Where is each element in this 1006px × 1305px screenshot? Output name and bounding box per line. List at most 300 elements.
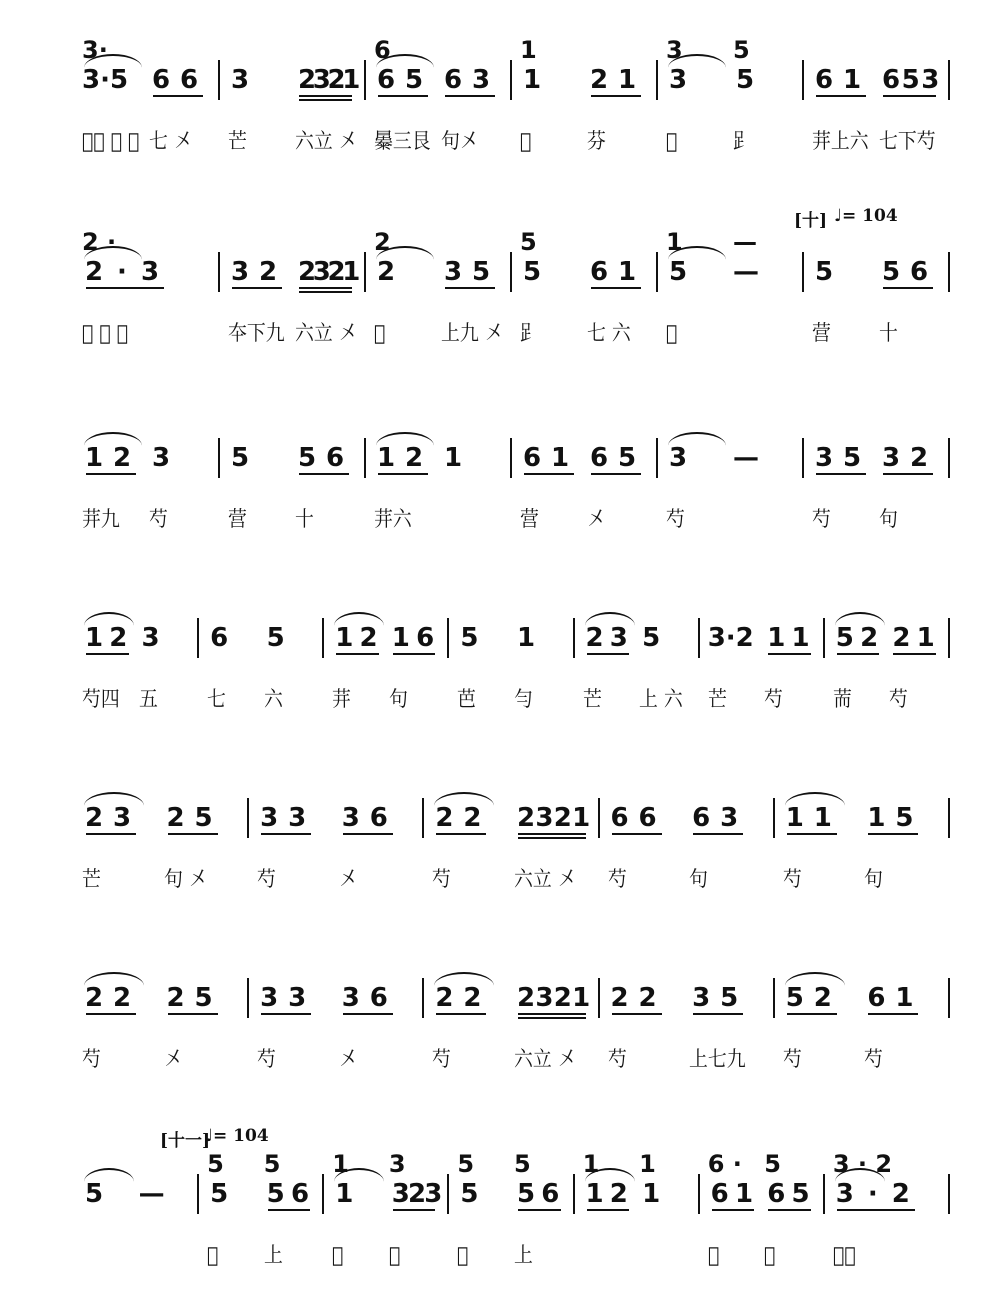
jianpu-note: 5 (460, 1179, 479, 1209)
tablature-glyph: 芍 (149, 507, 168, 531)
jianpu-note: 3 (312, 65, 331, 95)
tablature-glyph: 茾六 (374, 507, 412, 531)
jianpu-note: 5 (230, 443, 250, 473)
score-system (0, 778, 1006, 953)
beam-underline (445, 95, 495, 97)
jianpu-note: 5 (194, 983, 213, 1013)
jianpu-note: · (867, 1179, 878, 1209)
jianpu-note: 6 (522, 443, 542, 473)
jianpu-note: 1 (916, 623, 935, 653)
jianpu-note: 2 (435, 983, 454, 1013)
jianpu-note: 6 (767, 1179, 786, 1209)
jianpu-note: 1 (842, 65, 862, 95)
jianpu-note: 2 (516, 803, 536, 833)
jianpu-note: 2 (585, 623, 604, 653)
tablature-glyph: 𡆄 (457, 1243, 469, 1267)
jianpu-note: 2 (892, 623, 911, 653)
harmonic-note: 1 (666, 228, 683, 256)
jianpu-note: 1 (391, 623, 410, 653)
beam-underline (591, 287, 641, 289)
tablature-glyph: 句 (689, 867, 709, 891)
beam-underline (612, 833, 662, 835)
tablature-glyph: 芍 (782, 1047, 802, 1071)
jianpu-note: 1 (342, 65, 361, 95)
jianpu-note: 6 (179, 65, 199, 95)
tablature-glyph: 营 (228, 507, 247, 531)
jianpu-note: 5 (895, 803, 914, 833)
tablature-glyph: 七下芍 (879, 129, 936, 153)
beam-underline (837, 1209, 915, 1211)
jianpu-note: 3 (668, 65, 688, 95)
tablature-glyph: 𡆄 (374, 321, 386, 345)
beam-underline (518, 1017, 586, 1019)
jianpu-note: 6 (692, 803, 711, 833)
tablature-glyph: 句 (864, 867, 884, 891)
tablature-glyph: 六立 㐅 (514, 867, 577, 891)
beam-underline (518, 833, 586, 835)
harmonic-note: 3· (82, 36, 108, 64)
jianpu-note: 3 (341, 803, 360, 833)
tablature-glyph: 芍 (257, 867, 277, 891)
jianpu-note: 2 (404, 443, 424, 473)
score-system (0, 958, 1006, 1133)
jianpu-note: 2 (258, 257, 278, 287)
tablature-glyph: 荋 (832, 687, 852, 711)
beam-underline (587, 1209, 630, 1211)
tablature-glyph: 六立 㐅 (295, 129, 358, 153)
beam-underline (86, 833, 136, 835)
jianpu-note: 3 (835, 1179, 854, 1209)
jianpu-note: 3 (668, 443, 688, 473)
tablature-glyph: 𡆄 (666, 321, 678, 345)
harmonic-note: 3 (666, 36, 683, 64)
jianpu-note: 2 (463, 803, 482, 833)
beam-underline (787, 1013, 837, 1015)
jianpu-note: 6 (881, 65, 901, 95)
jianpu-note: 6 (710, 1179, 729, 1209)
jianpu-note: 2 (109, 623, 128, 653)
tablature-glyph: 㐅 (587, 507, 606, 531)
jianpu-note: 5 (460, 623, 479, 653)
jianpu-note: 3 (230, 65, 250, 95)
jianpu-note: 5 (814, 257, 834, 287)
jianpu-note: 5 (642, 623, 661, 653)
tablature-glyph: 芍 (782, 867, 802, 891)
jianpu-note: 5 (522, 257, 542, 287)
beam-underline (343, 1013, 393, 1015)
jianpu-note: 3 (471, 65, 491, 95)
barline (948, 618, 950, 658)
beam-underline (518, 1209, 561, 1211)
jianpu-note: 2 (112, 983, 132, 1013)
jianpu-note: 6 (589, 443, 609, 473)
beam-underline (86, 653, 129, 655)
beam-underline (436, 1013, 486, 1015)
tempo-mark: ♩= 104 (205, 1126, 269, 1146)
jianpu-note: 2 (589, 65, 609, 95)
jianpu-note: 3 (424, 1179, 443, 1209)
jianpu-note: 2 (609, 1179, 628, 1209)
tablature-glyph: 𡆄 上 七 (82, 321, 129, 345)
jianpu-note: 1 (813, 803, 832, 833)
tablature-glyph: 夲下九 (228, 321, 285, 345)
beam-underline (768, 1209, 811, 1211)
harmonic-note: 1 (332, 1150, 349, 1178)
beam-underline (868, 1013, 918, 1015)
tablature-glyph: 𡆄 (207, 1243, 219, 1267)
beam-underline (883, 287, 933, 289)
tablature-glyph: 𧾷 (733, 129, 752, 153)
jianpu-note: 2 (909, 443, 929, 473)
tablature-glyph: 芍 (257, 1047, 277, 1071)
beam-underline (591, 473, 641, 475)
tablature-glyph: 𡆄 (388, 1243, 401, 1267)
tablature-glyph: 㐅 (338, 867, 358, 891)
beam-underline (299, 99, 352, 101)
barline (948, 1174, 950, 1214)
beam-underline (518, 1013, 586, 1015)
beam-underline (883, 473, 933, 475)
tablature-glyph: 句 㐅 (163, 867, 208, 891)
beam-underline (883, 95, 936, 97)
jianpu-note: 2 (84, 983, 104, 1013)
jianpu-note: 1 (791, 623, 810, 653)
jianpu-note: 6 (151, 65, 171, 95)
beam-underline (591, 95, 641, 97)
beam-underline (343, 833, 393, 835)
section-marker: [十] (794, 211, 828, 231)
harmonic-note: 1 (582, 1150, 600, 1178)
harmonic-note: 5 (514, 1150, 531, 1178)
jianpu-note: 3 (341, 983, 360, 1013)
tablature-glyph: 营 (812, 321, 831, 345)
tablature-glyph: 十 (295, 507, 314, 531)
jianpu-note: 3 (140, 257, 160, 287)
jianpu-note: 5 (194, 803, 213, 833)
tablature-glyph: 上七九 (689, 1047, 746, 1071)
jianpu-note: 6 (369, 803, 388, 833)
jianpu-note: 5 (471, 257, 491, 287)
jianpu-note: 2 (166, 803, 185, 833)
jianpu-note: 6 (814, 65, 834, 95)
beam-underline (393, 1209, 436, 1211)
jianpu-note: 6 (369, 983, 388, 1013)
jianpu-note: 3 (535, 803, 554, 833)
jianpu-note: 2 (297, 65, 317, 95)
tablature-glyph: 句 (879, 507, 898, 531)
tablature-glyph: 句 (388, 687, 408, 711)
beam-underline (868, 833, 918, 835)
tablature-glyph: 芍 (666, 507, 685, 531)
jianpu-note: 1 (443, 443, 463, 473)
jianpu-note: · (117, 257, 127, 287)
beam-underline (816, 95, 866, 97)
harmonic-note: 3 (388, 1150, 406, 1178)
jianpu-note: 5 (617, 443, 637, 473)
beam-underline (612, 1013, 662, 1015)
jianpu-note: 2 (297, 257, 317, 287)
beam-underline (261, 833, 311, 835)
score-system (0, 206, 1006, 407)
jianpu-note: 3 (443, 257, 463, 287)
beam-underline (587, 653, 630, 655)
jianpu-note: 5 (720, 983, 739, 1013)
tablature-glyph: 七 (207, 687, 227, 711)
jianpu-note: 2 (891, 1179, 910, 1209)
tablature-glyph: 𡆄𡆄 (832, 1243, 856, 1267)
beam-underline (261, 1013, 311, 1015)
beam-underline (268, 1209, 311, 1211)
jianpu-note: 2 (813, 983, 832, 1013)
tablature-glyph: 七 㐅 (149, 129, 193, 153)
jianpu-note: 5 (404, 65, 424, 95)
harmonic-note: 5 (207, 1150, 224, 1178)
harmonic-note: — (733, 228, 757, 256)
jianpu-note: 1 (895, 983, 914, 1013)
beam-underline (712, 1209, 755, 1211)
tablature-glyph: 𡆄 (332, 1243, 344, 1267)
beam-underline (693, 833, 743, 835)
tablature-glyph: 营 (520, 507, 539, 531)
jianpu-note: 3 (112, 803, 132, 833)
jianpu-note: 1 (767, 623, 786, 653)
jianpu-note: 2 (112, 443, 132, 473)
jianpu-note: 6 (443, 65, 463, 95)
jianpu-note: 6 (638, 803, 657, 833)
jianpu-note: 6 (416, 623, 435, 653)
tablature-glyph: 芒 (707, 687, 727, 711)
jianpu-note: 1 (617, 257, 637, 287)
tablature-glyph: 芍 (812, 507, 831, 531)
jianpu-note: 3 (288, 983, 307, 1013)
jianpu-note: 3 (609, 623, 628, 653)
beam-underline (232, 287, 282, 289)
jianpu-note: 2 (166, 983, 185, 1013)
jianpu-note: 2 (553, 803, 572, 833)
tablature-glyph: 芒 (82, 867, 101, 891)
jianpu-note: 1 (522, 65, 542, 95)
jianpu-note: 3 (881, 443, 901, 473)
harmonic-note: 2 · (82, 228, 117, 256)
beam-underline (524, 473, 574, 475)
jianpu-note: 2 (610, 983, 629, 1013)
jianpu-note: 3 (230, 257, 250, 287)
jianpu-note: 2 (408, 1179, 427, 1209)
jianpu-note: 6 (290, 1179, 310, 1209)
jianpu-note: — (733, 443, 759, 473)
jianpu-note: 3 (814, 443, 834, 473)
beam-underline (518, 837, 586, 839)
jianpu-note: 1 (335, 1179, 354, 1209)
jianpu-note: 3 (260, 983, 279, 1013)
beam-underline (787, 833, 837, 835)
harmonic-note: 3 · 2 (832, 1150, 893, 1178)
jianpu-note: 5 (266, 623, 285, 653)
jianpu-note: — (733, 257, 759, 287)
tablature-glyph: 𡆄 (707, 1243, 720, 1267)
jianpu-note: 5 (668, 257, 688, 287)
jianpu-note: 3 (921, 65, 940, 95)
measure (74, 1130, 199, 1305)
tablature-glyph: 𧾷 (520, 321, 539, 345)
harmonic-note: 5 (263, 1150, 281, 1178)
jianpu-note: 6 (325, 443, 345, 473)
jianpu-note: 3 (260, 803, 279, 833)
beam-underline (393, 653, 436, 655)
jianpu-note: 3 (141, 623, 160, 653)
jianpu-note: 5 (842, 443, 862, 473)
jianpu-note: 3·5 (82, 65, 129, 95)
jianpu-note: 6 (541, 1179, 560, 1209)
harmonic-note: 5 (733, 36, 750, 64)
jianpu-note: 2 (84, 803, 104, 833)
beam-underline (86, 1013, 136, 1015)
beam-underline (893, 653, 936, 655)
harmonic-note: 1 (639, 1150, 656, 1178)
jianpu-note: — (138, 1179, 165, 1209)
beam-underline (445, 287, 495, 289)
jianpu-note: 3 (535, 983, 554, 1013)
harmonic-note: 6 · (707, 1150, 742, 1178)
jianpu-note: 2 (327, 257, 346, 287)
jianpu-note: 3 (720, 803, 739, 833)
tablature-glyph: 㬥三艮 (374, 129, 431, 153)
jianpu-note: 6 (909, 257, 929, 287)
jianpu-note: 6 (610, 803, 629, 833)
jianpu-note: 3·2 (707, 623, 754, 653)
tablature-glyph: 六立 㐅 (295, 321, 358, 345)
jianpu-note: 6 (589, 257, 609, 287)
beam-underline (768, 653, 811, 655)
jianpu-note: 1 (642, 1179, 661, 1209)
beam-underline (299, 473, 349, 475)
jianpu-note: 2 (84, 257, 104, 287)
tablature-glyph: 𡆄 (764, 1243, 776, 1267)
jianpu-note: 2 (435, 803, 454, 833)
beam-underline (153, 95, 203, 97)
beam-underline (168, 1013, 218, 1015)
jianpu-note: 6 (867, 983, 886, 1013)
jianpu-note: 2 (516, 983, 536, 1013)
tablature-glyph: 𡆄 (666, 129, 678, 153)
jianpu-note: 2 (860, 623, 879, 653)
tablature-glyph: 芍 (82, 1047, 101, 1071)
harmonic-note: 5 (764, 1150, 781, 1178)
jianpu-note: 5 (835, 623, 854, 653)
barline (948, 438, 950, 478)
beam-underline (693, 1013, 743, 1015)
score-system (0, 598, 1006, 773)
jianpu-note: 1 (867, 803, 886, 833)
jianpu-note: 1 (516, 623, 536, 653)
jianpu-note: 1 (585, 1179, 604, 1209)
jianpu-note: 5 (785, 983, 804, 1013)
tablature-glyph: 六立 㐅 (514, 1047, 577, 1071)
beam-underline (816, 473, 866, 475)
tablature-glyph: 芍 (607, 1047, 627, 1071)
barline (948, 60, 950, 100)
tablature-glyph: 芍 (607, 867, 627, 891)
jianpu-note: 1 (550, 443, 570, 473)
jianpu-note: 3 (692, 983, 711, 1013)
jianpu-note: 6 (210, 623, 229, 653)
jianpu-note: 5 (881, 257, 901, 287)
beam-underline (336, 653, 379, 655)
jianpu-note: 5 (791, 1179, 810, 1209)
harmonic-note: 1 (520, 36, 537, 64)
jianpu-note: 5 (210, 1179, 229, 1209)
jianpu-note: 1 (342, 257, 361, 287)
jianpu-note: 5 (297, 443, 317, 473)
barline (948, 252, 950, 292)
jianpu-note: 3 (288, 803, 307, 833)
tempo-mark: ♩= 104 (834, 206, 898, 226)
jianpu-note: 5 (901, 65, 920, 95)
beam-underline (299, 287, 352, 289)
jianpu-note: 2 (359, 623, 378, 653)
jianpu-note: 2 (463, 983, 482, 1013)
tablature-glyph: 茾 (332, 687, 352, 711)
tablature-glyph: 㐅 (338, 1047, 358, 1071)
score-system (0, 418, 1006, 593)
beam-underline (299, 291, 352, 293)
jianpu-note: 5 (266, 1179, 285, 1209)
tablature-glyph: 芒 (228, 129, 247, 153)
jianpu-note: 1 (572, 983, 591, 1013)
tablature-glyph: 茾上六 (812, 129, 869, 153)
tablature-glyph: 五 (138, 687, 158, 711)
tablature-glyph: 句㐅 (441, 129, 479, 153)
tablature-glyph: 𡆄 (520, 129, 532, 153)
tablature-glyph: 芍 (889, 687, 909, 711)
tablature-glyph: 芍 (432, 1047, 452, 1071)
tablature-glyph: 上 (263, 1243, 283, 1267)
score-system (0, 36, 1006, 215)
jianpu-note: 5 (516, 1179, 536, 1209)
jianpu-note: 3 (312, 257, 331, 287)
jianpu-note: 3 (391, 1179, 410, 1209)
tablature-glyph: 上 (514, 1243, 533, 1267)
jianpu-note: 1 (734, 1179, 754, 1209)
tablature-glyph: 芬 (587, 129, 606, 153)
jianpu-note: 1 (376, 443, 396, 473)
jianpu-note: 2 (638, 983, 657, 1013)
harmonic-note: 2 (374, 228, 391, 256)
beam-underline (299, 95, 352, 97)
harmonic-note: 5 (457, 1150, 475, 1178)
jianpu-note: 1 (785, 803, 804, 833)
harmonic-note: 6 (374, 36, 391, 64)
tablature-glyph: 茾九 (82, 507, 120, 531)
tablature-glyph: 七 六 (587, 321, 631, 345)
tablature-glyph: 芍 (432, 867, 452, 891)
jianpu-note: 1 (617, 65, 637, 95)
jianpu-note: 1 (335, 623, 354, 653)
score-system (0, 1126, 1006, 1305)
jianpu-note: 5 (84, 1179, 104, 1209)
tablature-glyph: 芍 (864, 1047, 884, 1071)
barline (948, 798, 950, 838)
beam-underline (378, 473, 428, 475)
tablature-glyph: 𡆄上 七 尖 (82, 129, 140, 153)
tablature-glyph: 芍 (764, 687, 784, 711)
jianpu-note: 2 (553, 983, 572, 1013)
tablature-glyph: 芒 (582, 687, 602, 711)
tablature-glyph: 六 (263, 687, 283, 711)
beam-underline (86, 473, 136, 475)
section-marker: [十一] (160, 1131, 211, 1151)
jianpu-note: 1 (84, 623, 104, 653)
